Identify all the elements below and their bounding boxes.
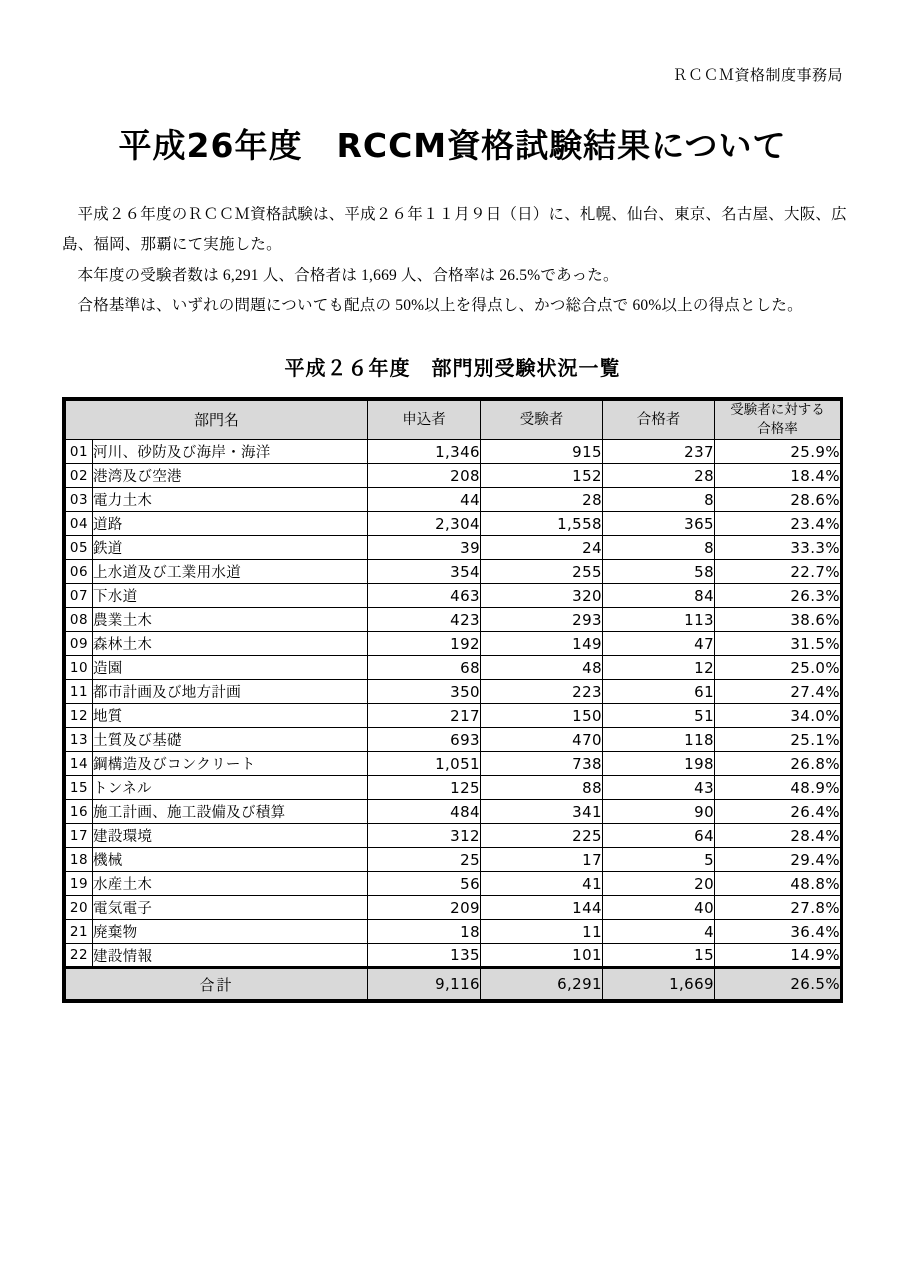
row-number: 18 xyxy=(66,848,93,872)
pass-rate: 25.1% xyxy=(715,728,841,752)
applicants-count: 1,346 xyxy=(368,440,481,464)
pass-rate: 25.0% xyxy=(715,656,841,680)
passers-count: 43 xyxy=(603,776,715,800)
applicants-count: 1,051 xyxy=(368,752,481,776)
table-row xyxy=(66,488,841,512)
applicants-count: 44 xyxy=(368,488,481,512)
passers-count: 20 xyxy=(603,872,715,896)
examinees-count: 144 xyxy=(481,896,603,920)
pass-rate: 28.6% xyxy=(715,488,841,512)
pass-rate: 48.8% xyxy=(715,872,841,896)
applicants-count: 312 xyxy=(368,824,481,848)
department-name: 電気電子 xyxy=(93,896,368,920)
applicants-count: 39 xyxy=(368,536,481,560)
pass-rate: 34.0% xyxy=(715,704,841,728)
table-row xyxy=(66,536,841,560)
table-caption: 平成２６年度 部門別受験状況一覧 xyxy=(284,356,621,380)
intro-paragraphs xyxy=(62,200,852,321)
applicants-count: 68 xyxy=(368,656,481,680)
table-row xyxy=(66,920,841,944)
column-header-examinees: 受験者 xyxy=(481,401,603,440)
table-row xyxy=(66,656,841,680)
examinees-count: 11 xyxy=(481,920,603,944)
passers-count: 47 xyxy=(603,632,715,656)
stats-table-container xyxy=(62,397,843,1003)
applicants-count: 135 xyxy=(368,944,481,968)
table-row xyxy=(66,584,841,608)
pass-rate: 18.4% xyxy=(715,464,841,488)
department-name: 施工計画、施工設備及び積算 xyxy=(93,800,368,824)
applicants-count: 25 xyxy=(368,848,481,872)
passers-count: 28 xyxy=(603,464,715,488)
row-number: 19 xyxy=(66,872,93,896)
examinees-count: 225 xyxy=(481,824,603,848)
total-label: 合計 xyxy=(66,968,368,1000)
department-name: 造園 xyxy=(93,656,368,680)
row-number: 16 xyxy=(66,800,93,824)
total-applicants: 9,116 xyxy=(368,968,481,1000)
row-number: 17 xyxy=(66,824,93,848)
examinees-count: 17 xyxy=(481,848,603,872)
pass-rate-header-line-1: 受験者に対する xyxy=(730,402,825,418)
examinees-count: 48 xyxy=(481,656,603,680)
row-number: 10 xyxy=(66,656,93,680)
pass-rate: 38.6% xyxy=(715,608,841,632)
department-name: 地質 xyxy=(93,704,368,728)
passers-count: 198 xyxy=(603,752,715,776)
table-row xyxy=(66,896,841,920)
passers-count: 4 xyxy=(603,920,715,944)
pass-rate: 48.9% xyxy=(715,776,841,800)
passers-count: 15 xyxy=(603,944,715,968)
examinees-count: 149 xyxy=(481,632,603,656)
row-number: 05 xyxy=(66,536,93,560)
applicants-count: 423 xyxy=(368,608,481,632)
passers-count: 51 xyxy=(603,704,715,728)
examinees-count: 24 xyxy=(481,536,603,560)
row-number: 09 xyxy=(66,632,93,656)
applicants-count: 693 xyxy=(368,728,481,752)
row-number: 07 xyxy=(66,584,93,608)
row-number: 21 xyxy=(66,920,93,944)
passers-count: 12 xyxy=(603,656,715,680)
table-row xyxy=(66,872,841,896)
passers-count: 90 xyxy=(603,800,715,824)
table-row xyxy=(66,800,841,824)
intro-paragraph-2: 本年度の受験者数は 6,291 人、合格者は 1,669 人、合格率は 26.5%であった。 xyxy=(77,267,619,284)
passers-count: 64 xyxy=(603,824,715,848)
applicants-count: 192 xyxy=(368,632,481,656)
department-name: 水産土木 xyxy=(93,872,368,896)
table-row xyxy=(66,464,841,488)
department-name: 建設環境 xyxy=(93,824,368,848)
row-number: 11 xyxy=(66,680,93,704)
applicants-count: 209 xyxy=(368,896,481,920)
department-name: 河川、砂防及び海岸・海洋 xyxy=(93,440,368,464)
passers-count: 365 xyxy=(603,512,715,536)
applicants-count: 56 xyxy=(368,872,481,896)
department-name: 機械 xyxy=(93,848,368,872)
department-name: 土質及び基礎 xyxy=(93,728,368,752)
intro-paragraph-1: 平成２６年度のＲＣＣＭ資格試験は、平成２６年１１月９日（日）に、札幌、仙台、東京、名古屋、大阪、広島、福岡、那覇にて実施した。 xyxy=(62,206,847,253)
total-row xyxy=(66,968,841,1000)
examinees-count: 293 xyxy=(481,608,603,632)
column-header-applicants: 申込者 xyxy=(368,401,481,440)
examinees-count: 255 xyxy=(481,560,603,584)
department-name: 森林土木 xyxy=(93,632,368,656)
passers-count: 118 xyxy=(603,728,715,752)
row-number: 22 xyxy=(66,944,93,968)
department-name: トンネル xyxy=(93,776,368,800)
passers-count: 8 xyxy=(603,536,715,560)
passers-count: 40 xyxy=(603,896,715,920)
table-body xyxy=(66,440,841,968)
applicants-count: 217 xyxy=(368,704,481,728)
pass-rate: 22.7% xyxy=(715,560,841,584)
table-row xyxy=(66,824,841,848)
department-name: 建設情報 xyxy=(93,944,368,968)
applicants-count: 125 xyxy=(368,776,481,800)
table-row xyxy=(66,680,841,704)
examinees-count: 28 xyxy=(481,488,603,512)
passers-count: 8 xyxy=(603,488,715,512)
total-examinees: 6,291 xyxy=(481,968,603,1000)
examinees-count: 101 xyxy=(481,944,603,968)
table-row xyxy=(66,632,841,656)
department-name: 廃棄物 xyxy=(93,920,368,944)
department-name: 鋼構造及びコンクリート xyxy=(93,752,368,776)
stats-table xyxy=(65,400,841,1000)
applicants-count: 18 xyxy=(368,920,481,944)
table-row xyxy=(66,848,841,872)
total-passers: 1,669 xyxy=(603,968,715,1000)
row-number: 13 xyxy=(66,728,93,752)
passers-count: 113 xyxy=(603,608,715,632)
table-row xyxy=(66,608,841,632)
table-row xyxy=(66,560,841,584)
pass-rate: 27.8% xyxy=(715,896,841,920)
intro-paragraph-3: 合格基準は、いずれの問題についても配点の 50%以上を得点し、かつ総合点で 60%以上の得点とした。 xyxy=(77,297,803,314)
row-number: 06 xyxy=(66,560,93,584)
total-pass-rate: 26.5% xyxy=(715,968,841,1000)
pass-rate: 27.4% xyxy=(715,680,841,704)
table-row xyxy=(66,440,841,464)
row-number: 20 xyxy=(66,896,93,920)
page-title: 平成26年度 RCCM資格試験結果について xyxy=(118,126,787,165)
column-header-pass-rate xyxy=(715,401,841,440)
department-name: 都市計画及び地方計画 xyxy=(93,680,368,704)
table-row xyxy=(66,728,841,752)
table-footer xyxy=(66,968,841,1000)
department-name: 道路 xyxy=(93,512,368,536)
table-row xyxy=(66,752,841,776)
department-name: 電力土木 xyxy=(93,488,368,512)
department-name: 鉄道 xyxy=(93,536,368,560)
examinees-count: 1,558 xyxy=(481,512,603,536)
passers-count: 61 xyxy=(603,680,715,704)
pass-rate: 31.5% xyxy=(715,632,841,656)
column-header-name: 部門名 xyxy=(66,401,368,440)
pass-rate: 26.4% xyxy=(715,800,841,824)
row-number: 02 xyxy=(66,464,93,488)
row-number: 08 xyxy=(66,608,93,632)
examinees-count: 470 xyxy=(481,728,603,752)
pass-rate: 29.4% xyxy=(715,848,841,872)
pass-rate: 14.9% xyxy=(715,944,841,968)
table-header xyxy=(66,401,841,440)
pass-rate: 23.4% xyxy=(715,512,841,536)
examinees-count: 738 xyxy=(481,752,603,776)
examinees-count: 341 xyxy=(481,800,603,824)
row-number: 14 xyxy=(66,752,93,776)
examinees-count: 915 xyxy=(481,440,603,464)
examinees-count: 41 xyxy=(481,872,603,896)
passers-count: 5 xyxy=(603,848,715,872)
passers-count: 84 xyxy=(603,584,715,608)
department-name: 上水道及び工業用水道 xyxy=(93,560,368,584)
column-header-passers: 合格者 xyxy=(603,401,715,440)
pass-rate: 33.3% xyxy=(715,536,841,560)
pass-rate: 25.9% xyxy=(715,440,841,464)
table-header-row xyxy=(66,401,841,440)
row-number: 04 xyxy=(66,512,93,536)
examinees-count: 223 xyxy=(481,680,603,704)
row-number: 01 xyxy=(66,440,93,464)
examinees-count: 88 xyxy=(481,776,603,800)
applicants-count: 350 xyxy=(368,680,481,704)
department-name: 下水道 xyxy=(93,584,368,608)
department-name: 農業土木 xyxy=(93,608,368,632)
row-number: 15 xyxy=(66,776,93,800)
document-org-header: ＲＣＣＭ資格制度事務局 xyxy=(672,68,843,84)
examinees-count: 152 xyxy=(481,464,603,488)
pass-rate: 26.8% xyxy=(715,752,841,776)
row-number: 03 xyxy=(66,488,93,512)
pass-rate: 36.4% xyxy=(715,920,841,944)
table-row xyxy=(66,776,841,800)
passers-count: 237 xyxy=(603,440,715,464)
applicants-count: 463 xyxy=(368,584,481,608)
table-row xyxy=(66,944,841,968)
passers-count: 58 xyxy=(603,560,715,584)
row-number: 12 xyxy=(66,704,93,728)
table-row xyxy=(66,512,841,536)
pass-rate: 26.3% xyxy=(715,584,841,608)
applicants-count: 2,304 xyxy=(368,512,481,536)
examinees-count: 150 xyxy=(481,704,603,728)
department-name: 港湾及び空港 xyxy=(93,464,368,488)
applicants-count: 484 xyxy=(368,800,481,824)
applicants-count: 208 xyxy=(368,464,481,488)
applicants-count: 354 xyxy=(368,560,481,584)
table-row xyxy=(66,704,841,728)
pass-rate: 28.4% xyxy=(715,824,841,848)
examinees-count: 320 xyxy=(481,584,603,608)
pass-rate-header-line-2: 合格率 xyxy=(757,421,798,437)
